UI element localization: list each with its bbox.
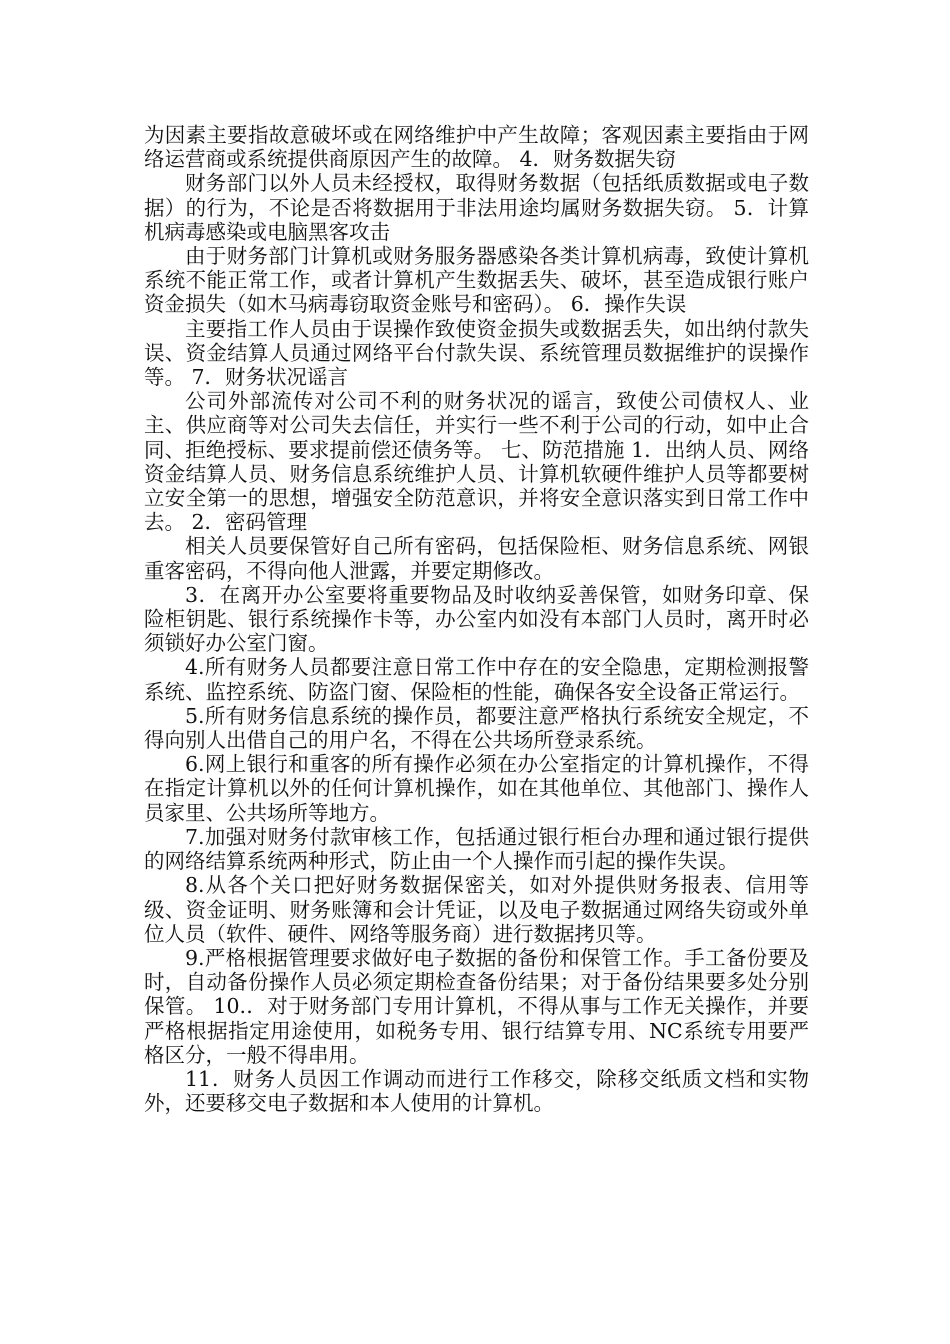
document-body — [144, 123, 809, 1115]
paragraph: 由于财务部门计算机或财务服务器感染各类计算机病毒，致使计算机系统不能正常工作，或者计算机产生数据丢失、破坏，甚至造成银行账户资金损失（如木马病毒窃取资金账号和密码）。 6．操作失误 — [144, 244, 809, 317]
paragraph: 9.严格根据管理要求做好电子数据的备份和保管工作。手工备份要及时，自动备份操作人员必须定期检查备份结果；对于备份结果要多处分别保管。 10.．对于财务部门专用计算机，不得从事与工作无关操作，并要严格根据指定用途使用，如税务专用、银行结算专用、NC系统专用要严格区分，一般不得串用。 — [144, 945, 809, 1067]
paragraph: 4.所有财务人员都要注意日常工作中存在的安全隐患，定期检测报警系统、监控系统、防盗门窗、保险柜的性能，确保各安全设备正常运行。 — [144, 655, 809, 704]
paragraph: 5.所有财务信息系统的操作员，都要注意严格执行系统安全规定，不得向别人出借自己的用户名，不得在公共场所登录系统。 — [144, 703, 809, 753]
paragraph: 财务部门以外人员未经授权，取得财务数据（包括纸质数据或电子数据）的行为，不论是否将数据用于非法用途均属财务数据失窃。 5．计算机病毒感染或电脑黑客攻击 — [144, 171, 809, 244]
paragraph: 主要指工作人员由于误操作致使资金损失或数据丢失，如出纳付款失误、资金结算人员通过网络平台付款失误、系统管理员数据维护的误操作等。 7．财务状况谣言 — [144, 316, 809, 390]
paragraph: 公司外部流传对公司不利的财务状况的谣言，致使公司债权人、业主、供应商等对公司失去信任，并实行一些不利于公司的行动，如中止合同、拒绝授标、要求提前偿还债务等。 七、防范措施 1．出纳人员、网络资金结算人员、财务信息系统维护人员、计算机软硬件维护人员等都要树立安全第一的思想，增强安全防范意识，并将安全意识落实到日常工作中去。 2．密码管理 — [144, 389, 809, 535]
paragraph: 7.加强对财务付款审核工作，包括通过银行柜台办理和通过银行提供的网络结算系统两种形式，防止由一个人操作而引起的操作失误。 — [144, 824, 809, 874]
paragraph: 为因素主要指故意破坏或在网络维护中产生故障；客观因素主要指由于网络运营商或系统提供商原因产生的故障。 4．财务数据失窃 — [144, 123, 809, 172]
paragraph: 3．在离开办公室要将重要物品及时收纳妥善保管，如财务印章、保险柜钥匙、银行系统操作卡等，办公室内如没有本部门人员时，离开时必须锁好办公室门窗。 — [144, 582, 809, 656]
paragraph: 相关人员要保管好自己所有密码，包括保险柜、财务信息系统、网银重客密码，不得向他人泄露，并要定期修改。 — [144, 534, 809, 583]
paragraph: 11．财务人员因工作调动而进行工作移交，除移交纸质文档和实物外，还要移交电子数据和本人使用的计算机。 — [144, 1066, 809, 1116]
paragraph: 8.从各个关口把好财务数据保密关，如对外提供财务报表、信用等级、资金证明、财务账簿和会计凭证，以及电子数据通过网络失窃或外单位人员（软件、硬件、网络等服务商）进行数据拷贝等。 — [144, 873, 809, 946]
paragraph: 6.网上银行和重客的所有操作必须在办公室指定的计算机操作，不得在指定计算机以外的任何计算机操作，如在其他单位、其他部门、操作人员家里、公共场所等地方。 — [144, 752, 809, 825]
